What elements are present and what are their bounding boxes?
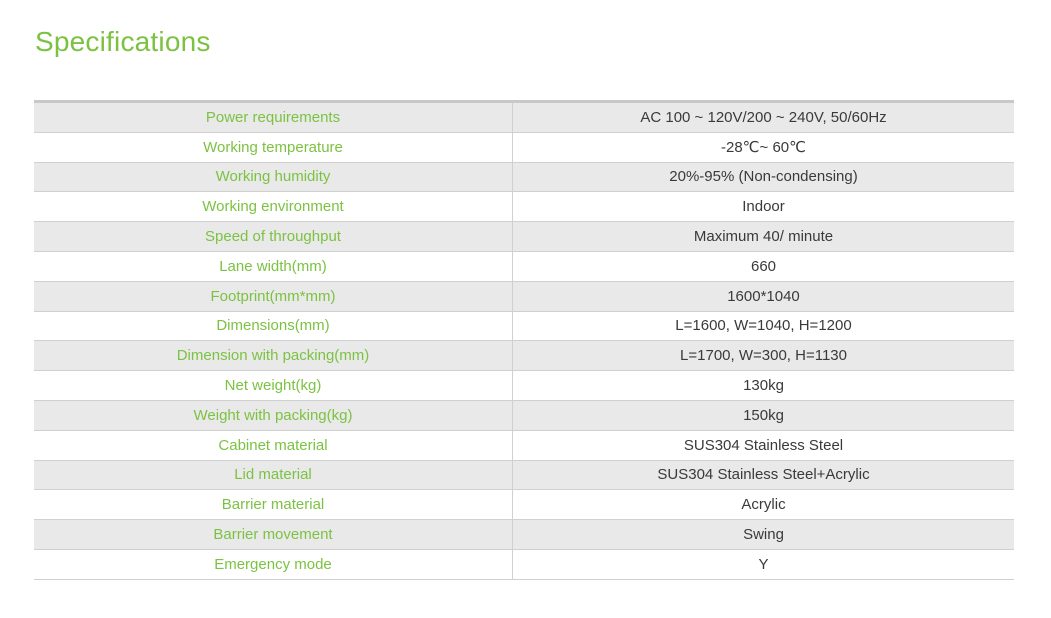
spec-label: Working environment (34, 192, 513, 221)
table-row (34, 520, 1014, 550)
spec-label: Cabinet material (34, 431, 513, 460)
spec-value: SUS304 Stainless Steel+Acrylic (657, 466, 870, 484)
spec-table (34, 100, 1014, 580)
table-row (34, 550, 1014, 580)
spec-value: 20%-95% (Non-condensing) (669, 168, 858, 186)
spec-value: Maximum 40/ minute (693, 228, 834, 246)
spec-value: L=1600, W=1040, H=1200 (675, 317, 852, 335)
table-row (34, 163, 1014, 193)
spec-value: Acrylic (741, 496, 786, 514)
table-row (34, 490, 1014, 520)
spec-value: AC 100 ~ 120V/200 ~ 240V, 50/60Hz (640, 108, 887, 126)
table-row (34, 222, 1014, 252)
spec-label: Lane width(mm) (34, 252, 513, 281)
table-row (34, 371, 1014, 401)
spec-label: Emergency mode (34, 550, 513, 579)
spec-label: Power requirements (34, 103, 513, 132)
spec-value: 660 (750, 257, 777, 275)
spec-label: Dimensions(mm) (34, 312, 513, 341)
spec-label: Dimension with packing(mm) (34, 341, 513, 370)
table-row (34, 133, 1014, 163)
spec-value: SUS304 Stainless Steel (683, 436, 844, 454)
spec-value: 150kg (743, 406, 784, 424)
spec-label: Lid material (34, 461, 513, 490)
table-row (34, 282, 1014, 312)
table-row (34, 461, 1014, 491)
table-row (34, 103, 1014, 133)
spec-label: Barrier material (34, 490, 513, 519)
spec-value: L=1700, W=300, H=1130 (680, 347, 847, 365)
spec-value: -28℃~ 60℃ (721, 139, 806, 157)
table-row (34, 431, 1014, 461)
spec-label: Net weight(kg) (34, 371, 513, 400)
table-row (34, 312, 1014, 342)
spec-label: Barrier movement (34, 520, 513, 549)
table-row (34, 252, 1014, 282)
table-row (34, 192, 1014, 222)
spec-label: Working temperature (34, 133, 513, 162)
spec-label: Footprint(mm*mm) (34, 282, 513, 311)
spec-value: 1600*1040 (727, 287, 800, 305)
spec-label: Speed of throughput (34, 222, 513, 251)
page-title: Specifications (35, 26, 211, 57)
spec-label: Weight with packing(kg) (34, 401, 513, 430)
spec-value: Indoor (742, 198, 785, 216)
table-row (34, 401, 1014, 431)
spec-label: Working humidity (34, 163, 513, 192)
table-row (34, 341, 1014, 371)
spec-value: Y (758, 555, 769, 573)
spec-value: 130kg (743, 377, 784, 395)
spec-value: Swing (743, 526, 784, 544)
